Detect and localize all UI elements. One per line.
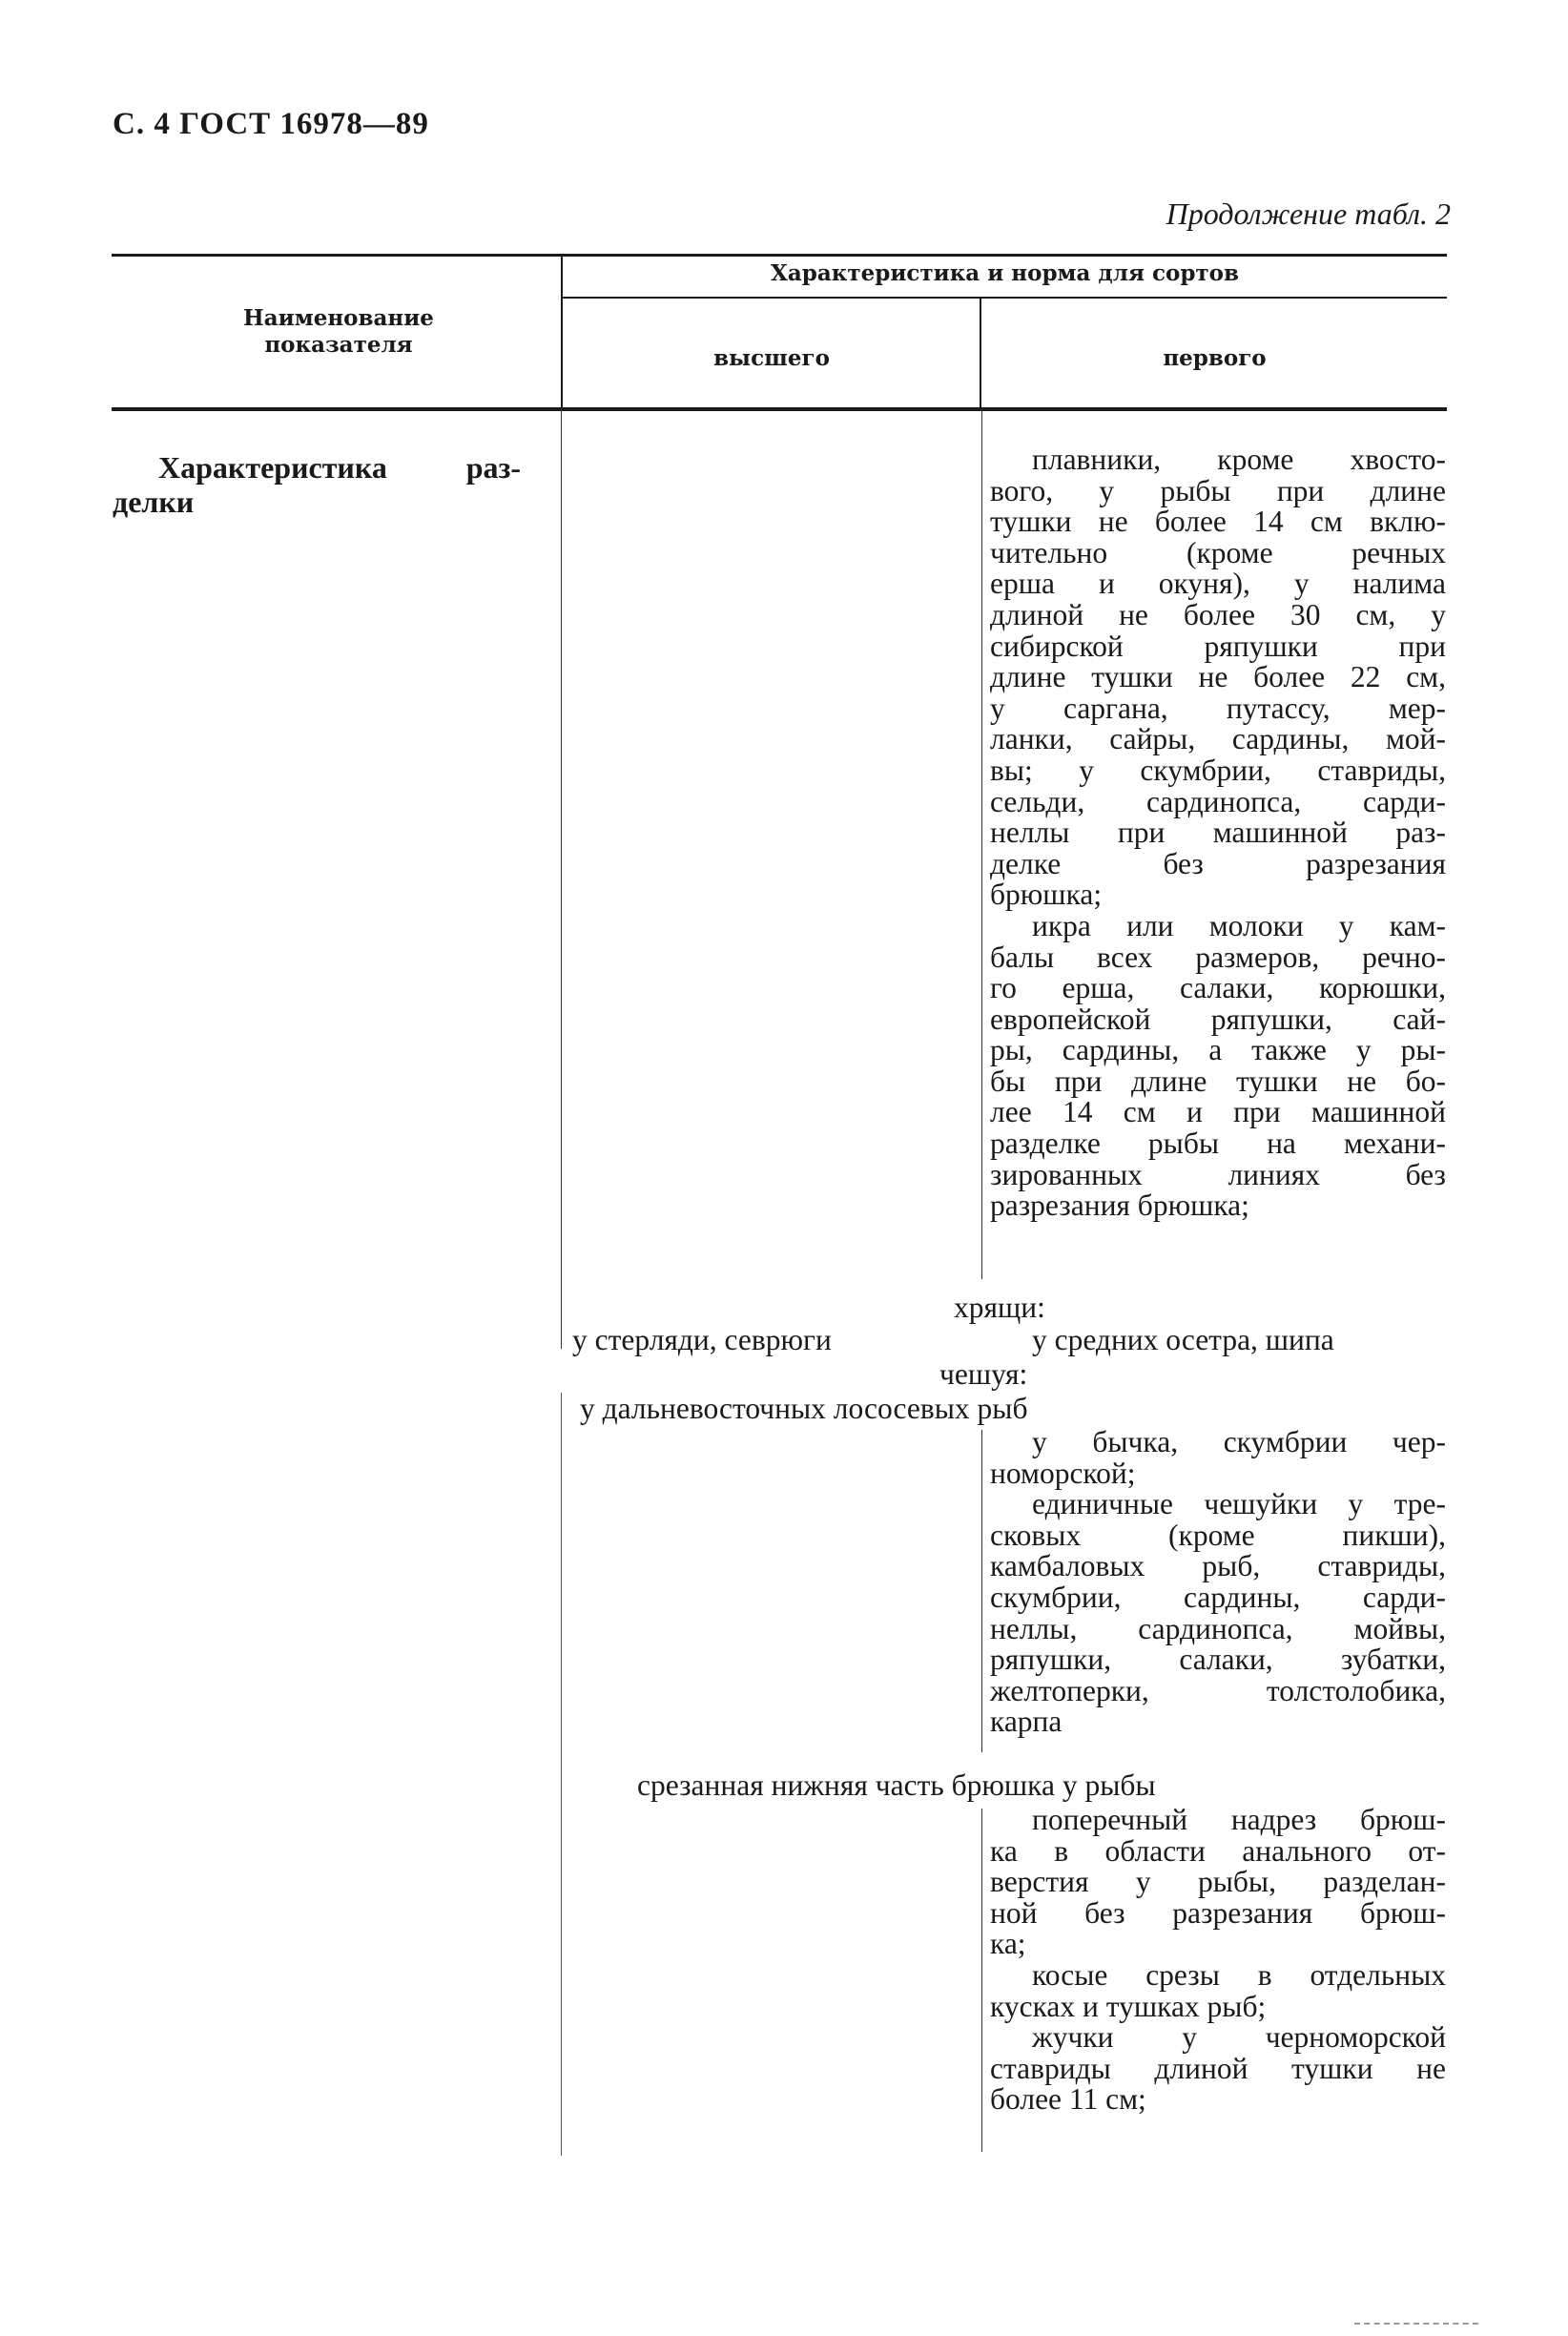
- first-grade-block-2: [990, 1427, 1446, 1738]
- header-grade-group: Характеристика и норма для сортов: [771, 260, 1239, 286]
- text-line: длиной не более 30 см, у: [990, 597, 1446, 631]
- text-line: разделке рыбы на механи-: [990, 1127, 1446, 1161]
- row-label: [113, 450, 521, 519]
- text-line: ка;: [990, 1927, 1026, 1961]
- scales-both-grades: у дальневосточных лососевых рыб: [580, 1392, 1028, 1425]
- text-line: единичные чешуйки у тре-: [1032, 1487, 1446, 1521]
- text-line: ряпушки, салаки, зубатки,: [990, 1643, 1446, 1677]
- text-line: неллы, сардинопса, мойвы,: [990, 1611, 1446, 1645]
- header-indicator-name: [219, 305, 458, 359]
- text-line: делке без разрезания: [990, 846, 1446, 880]
- text-line: карпа: [990, 1705, 1063, 1739]
- text-line: брюшка;: [990, 878, 1103, 912]
- header-grade-first: первого: [1163, 345, 1267, 371]
- text-line: тушки не более 14 см вклю-: [990, 505, 1446, 539]
- text-line: вого, у рыбы при длине: [990, 473, 1446, 507]
- cartilage-heading: хрящи:: [954, 1291, 1045, 1324]
- header-bottom-rule: [112, 407, 1447, 411]
- text-line: чительно (кроме речных: [990, 535, 1446, 569]
- text-line: лее 14 см и при машинной: [990, 1095, 1446, 1129]
- text-line: ры, сардины, а также у ры-: [990, 1033, 1446, 1067]
- header-indicator-line-2: показателя: [264, 332, 413, 358]
- table-top-rule: [112, 254, 1447, 257]
- text-line: зированных линиях без: [990, 1157, 1446, 1191]
- scales-heading: чешуя:: [939, 1357, 1028, 1391]
- text-line: ерша и окуня), у налима: [990, 567, 1446, 601]
- cartilage-premium: у стерляди, севрюги: [572, 1323, 832, 1356]
- text-line: сельди, сардинопса, сарди-: [990, 784, 1446, 818]
- text-line: у бычка, скумбрии чер-: [1032, 1425, 1446, 1458]
- text-line: плавники, кроме хвосто-: [1032, 443, 1446, 476]
- text-line: ставриды длиной тушки не: [990, 2051, 1446, 2085]
- text-line: го ерша, салаки, корюшки,: [990, 971, 1446, 1005]
- text-line: ка в области анального от-: [990, 1833, 1446, 1868]
- text-line: сибирской ряпушки при: [990, 629, 1446, 663]
- text-line: вы; у скумбрии, ставриды,: [990, 753, 1446, 787]
- text-line: скумбрии, сардины, сарди-: [990, 1580, 1446, 1614]
- text-line: жучки у черноморской: [1032, 2020, 1446, 2055]
- column-divider-2-body-b: [981, 1430, 982, 1752]
- text-line: бы при длине тушки не бо-: [990, 1064, 1446, 1098]
- text-line: косые срезы в отдельных: [1032, 1957, 1446, 1992]
- text-line: желтоперки, толстолобика,: [990, 1673, 1446, 1707]
- scan-artifact: [1354, 2323, 1478, 2325]
- text-line: сковых (кроме пикши),: [990, 1518, 1446, 1552]
- text-line: верстия у рыбы, разделан-: [990, 1865, 1446, 1899]
- page-header: С. 4 ГОСТ 16978—89: [113, 107, 429, 141]
- text-line: европейской ряпушки, сай-: [990, 1002, 1446, 1036]
- text-line: камбаловых рыб, ставриды,: [990, 1549, 1446, 1583]
- text-line: ной без разрезания брюш-: [990, 1895, 1446, 1930]
- header-indicator-line-1: Наименование: [243, 305, 434, 331]
- text-line: номорской;: [990, 1456, 1136, 1490]
- column-divider-1-body: [561, 409, 562, 1349]
- row-label-line-1: Характеристика раз-: [158, 450, 521, 485]
- group-header-rule: [563, 297, 1447, 299]
- column-divider-2-body-c: [981, 1809, 982, 2152]
- first-grade-block-3: [990, 1805, 1446, 2116]
- text-line: разрезания брюшка;: [990, 1189, 1249, 1223]
- column-divider-1-body-lower: [561, 1393, 562, 2156]
- text-line: поперечный надрез брюш-: [1032, 1803, 1446, 1836]
- first-grade-block-1: [990, 444, 1446, 1222]
- table-continuation-label: Продолжение табл. 2: [1166, 196, 1451, 231]
- text-line: кусках и тушках рыб;: [990, 1989, 1267, 2023]
- text-line: ланки, сайры, сардины, мой-: [990, 722, 1446, 756]
- cartilage-first: у средних осетра, шипа: [1032, 1323, 1334, 1356]
- text-line: балы всех размеров, речно-: [990, 940, 1446, 974]
- text-line: неллы при машинной раз-: [990, 816, 1446, 850]
- text-line: у саргана, путассу, мер-: [990, 691, 1446, 725]
- text-line: длине тушки не более 22 см,: [990, 660, 1446, 694]
- column-divider-2-body-a: [981, 409, 982, 1279]
- row-label-line-2: делки: [113, 485, 195, 519]
- text-line: икра или молоки у кам-: [1032, 908, 1446, 942]
- header-grade-premium: высшего: [713, 345, 830, 371]
- belly-both-grades: срезанная нижняя часть брюшка у рыбы: [637, 1768, 1156, 1802]
- text-line: более 11 см;: [990, 2082, 1146, 2117]
